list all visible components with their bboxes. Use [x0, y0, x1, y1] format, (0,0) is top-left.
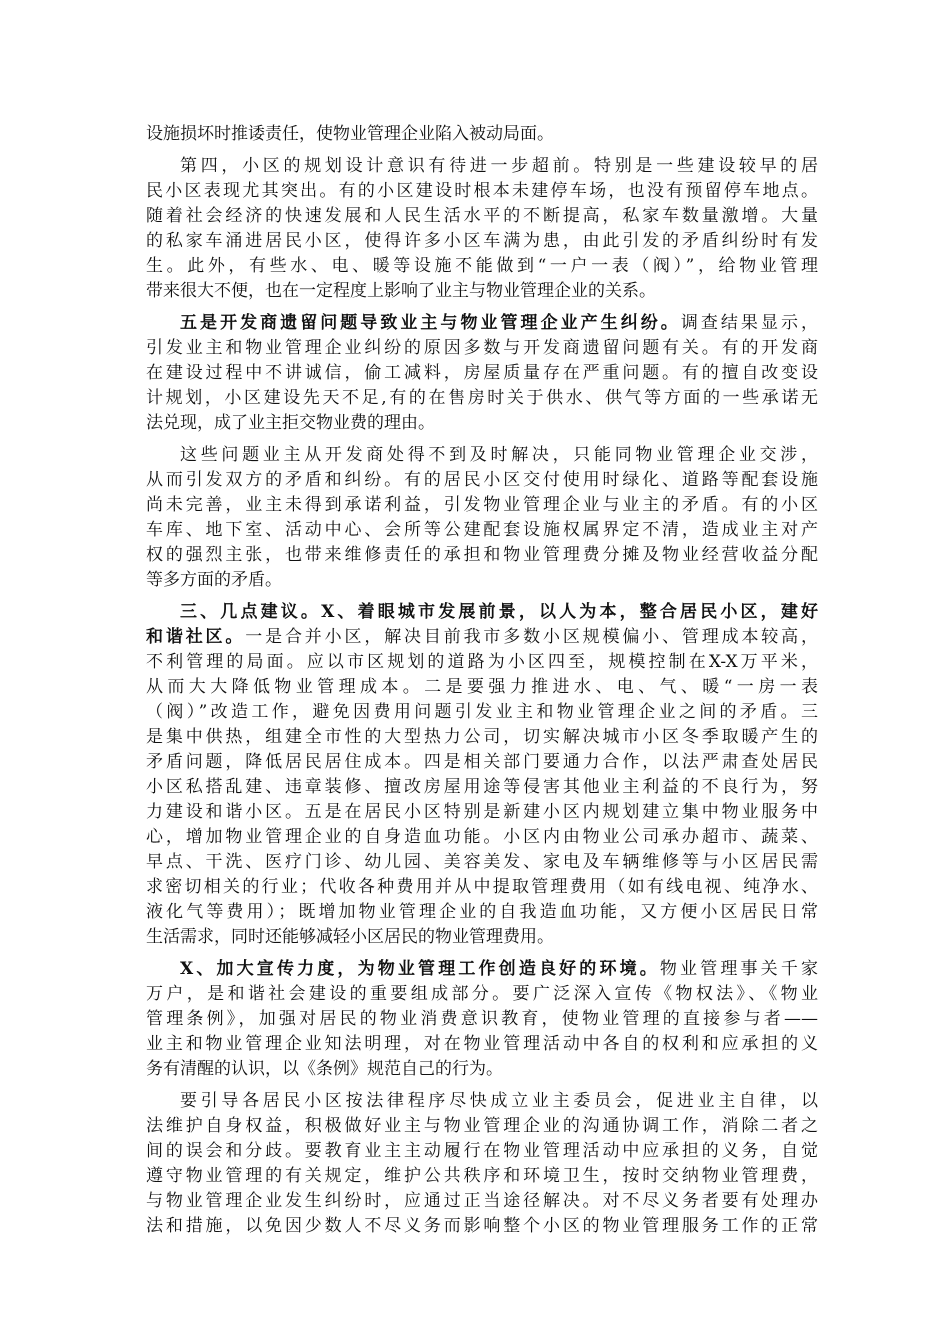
text-line: 不利管理的局面。应以市区规划的道路为小区四至，规模控制在X-X万平米， — [146, 652, 818, 672]
text-line: 计规划，小区建设先天不足,有的在售房时关于供水、供气等方面的一些承诺无 — [146, 388, 818, 408]
text-line: 引发业主和物业管理企业纠纷的原因多数与开发商遗留问题有关。有的开发商 — [146, 338, 818, 358]
section-heading: 三、几点建议。X、着眼城市发展前景，以人为本，整合居民小区，建好 — [180, 602, 818, 622]
text-line: 权的强烈主张，也带来维修责任的承担和物业管理费分摊及物业经营收益分配 — [146, 545, 818, 565]
paragraph-2 — [146, 154, 818, 304]
bold-lead: 和谐社区。 — [146, 627, 246, 647]
text-line: 矛盾问题，降低居民居住成本。四是相关部门要通力合作，以法严肃查处居民 — [146, 752, 818, 772]
text-line: 车库、地下室、活动中心、会所等公建配套设施权属界定不清，造成业主对产 — [146, 520, 818, 540]
bold-lead: X、加大宣传力度，为物业管理工作创造良好的环境。 — [180, 959, 660, 979]
text-line: 心，增加物业管理企业的自身造血功能。小区内由物业公司承办超市、蔬菜、 — [146, 827, 818, 847]
text-line: 生。此外，有些水、电、暖等设施不能做到“一户一表（阀）”，给物业管理 — [146, 256, 818, 276]
text-line: 法和措施，以免因少数人不尽义务而影响整个小区的物业管理服务工作的正常 — [146, 1216, 818, 1236]
text-line: 管理条例》，加强对居民的物业消费意识教育，使物业管理的直接参与者—— — [146, 1009, 818, 1029]
text-line: 在建设过程中不讲诚信，偷工减料，房屋质量存在严重问题。有的擅自改变设 — [146, 363, 818, 383]
text-line: 的私家车涌进居民小区，使得许多小区车满为患，由此引发的矛盾纠纷时有发 — [146, 231, 818, 251]
text-line: 法维护自身权益，积极做好业主与物业管理企业的沟通协调工作，消除二者之 — [146, 1116, 818, 1136]
text-line — [146, 957, 818, 982]
text-line: 求密切相关的行业；代收各种费用并从中提取管理费用（如有线电视、纯净水、 — [146, 877, 818, 897]
paragraph-1 — [146, 122, 818, 147]
paragraph-3 — [146, 311, 818, 436]
bold-lead: 五是开发商遗留问题导致业主与物业管理企业产生纠纷。 — [180, 313, 681, 333]
text-line: 早点、干洗、医疗门诊、幼儿园、美容美发、家电及车辆维修等与小区居民需 — [146, 852, 818, 872]
text-line: 要引导各居民小区按法律程序尽快成立业主委员会，促进业主自律，以 — [180, 1091, 818, 1111]
text-line: 民小区表现尤其突出。有的小区建设时根本未建停车场，也没有预留停车地点。 — [146, 181, 818, 201]
text-line: 业主和物业管理企业知法明理，对在物业管理活动中各自的权利和应承担的义 — [146, 1034, 818, 1054]
text-line: 从而引发双方的矛盾和纠纷。有的居民小区交付使用时绿化、道路等配套设施 — [146, 470, 818, 490]
text-line: 尚未完善，业主未得到承诺利益，引发物业管理企业与业主的矛盾。有的小区 — [146, 495, 818, 515]
text-fragment: 调查结果显示， — [680, 313, 819, 333]
text-line: 随着社会经济的快速发展和人民生活水平的不断提高，私家车数量激增。大量 — [146, 206, 818, 226]
text-line: 第四，小区的规划设计意识有待进一步超前。特别是一些建设较早的居 — [180, 156, 818, 176]
text-line: 遵守物业管理的有关规定，维护公共秩序和环境卫生，按时交纳物业管理费， — [146, 1166, 818, 1186]
text-line: 生活需求，同时还能够减轻小区居民的物业管理费用。 — [146, 927, 554, 947]
text-line: 与物业管理企业发生纠纷时，应通过正当途径解决。对不尽义务者要有处理办 — [146, 1191, 818, 1211]
paragraph-5 — [146, 600, 818, 950]
text-line: 是集中供热，组建全市性的大型热力公司，切实解决城市小区冬季取暖产生的 — [146, 727, 818, 747]
text-line — [146, 311, 818, 336]
paragraph-4 — [146, 443, 818, 593]
paragraph-7 — [146, 1089, 818, 1239]
text-line: 设施损坏时推诿责任，使物业管理企业陷入被动局面。 — [146, 124, 554, 144]
text-line: 液化气等费用）；既增加物业管理企业的自我造血功能，又方便小区居民日常 — [146, 902, 818, 922]
text-fragment: 一是合并小区，解决目前我市多数小区规模偏小、管理成本较高， — [245, 627, 819, 647]
paragraph-6 — [146, 957, 818, 1082]
text-line: 力建设和谐小区。五是在居民小区特别是新建小区内规划建立集中物业服务中 — [146, 802, 818, 822]
text-line: 等多方面的矛盾。 — [146, 570, 282, 590]
text-fragment: 物业管理事关千家 — [659, 959, 818, 979]
text-line: （阀）”改造工作，避免因费用问题引发业主和物业管理企业之间的矛盾。三 — [146, 702, 818, 722]
text-line: 间的误会和分歧。要教育业主主动履行在物业管理活动中应承担的义务，自觉 — [146, 1141, 818, 1161]
text-line — [146, 625, 818, 650]
text-line: 小区私搭乱建、违章装修、擅改房屋用途等侵害其他业主利益的不良行为，努 — [146, 777, 818, 797]
text-line: 这些问题业主从开发商处得不到及时解决，只能同物业管理企业交涉， — [180, 445, 818, 465]
text-line: 法兑现，成了业主拒交物业费的理由。 — [146, 413, 435, 433]
text-line: 万户，是和谐社会建设的重要组成部分。要广泛深入宣传《物权法》、《物业 — [146, 984, 818, 1004]
text-line: 务有清醒的认识，以《条例》规范自己的行为。 — [146, 1059, 503, 1079]
text-line: 从而大大降低物业管理成本。二是要强力推进水、电、气、暖“一房一表 — [146, 677, 818, 697]
document-page — [146, 122, 818, 1239]
text-line: 带来很大不便，也在一定程度上影响了业主与物业管理企业的关系。 — [146, 281, 656, 301]
